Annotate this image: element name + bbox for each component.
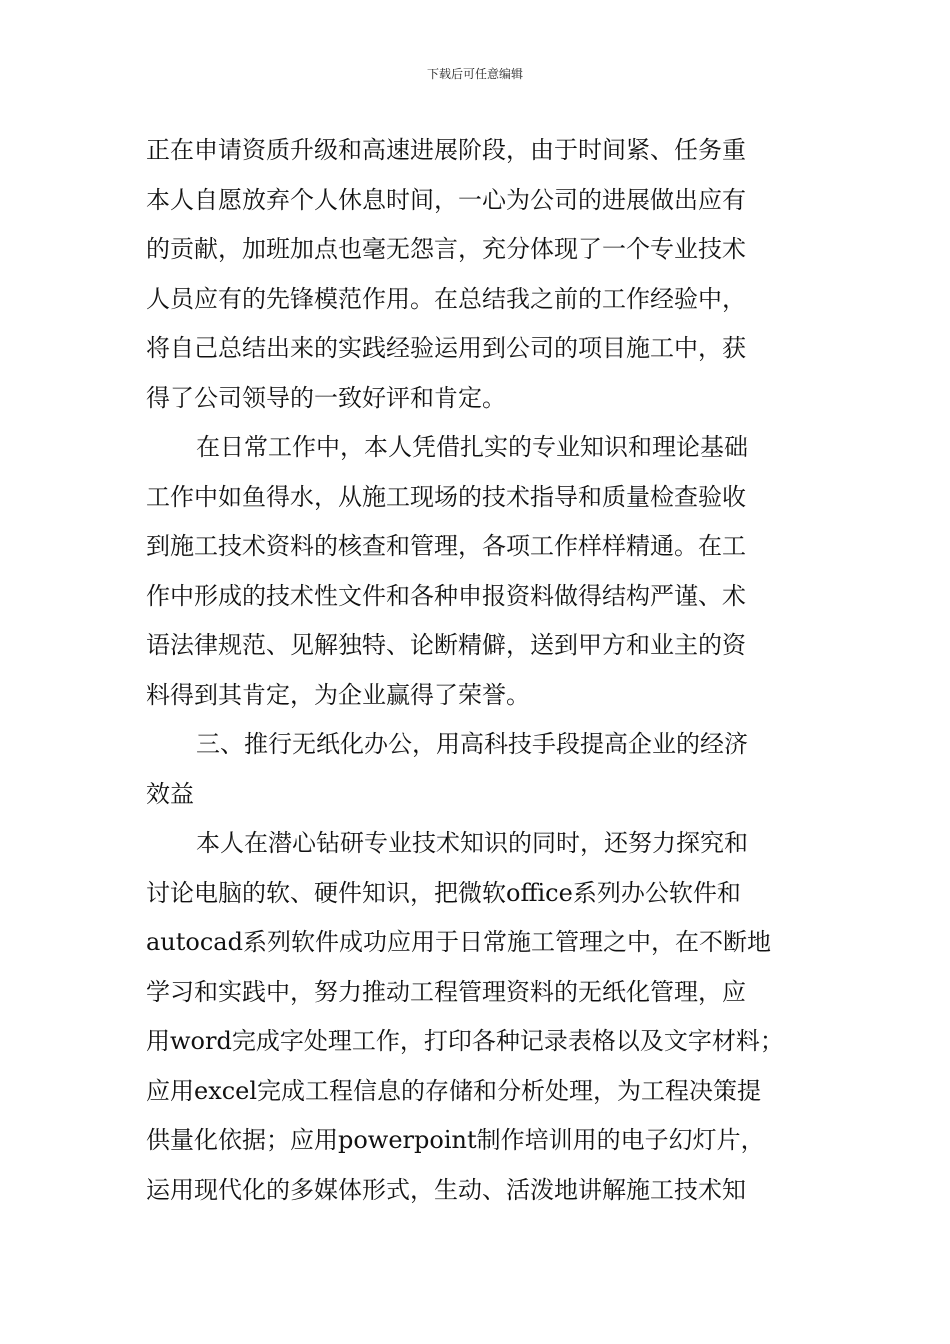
text-line: 用word完成字处理工作，打印各种记录表格以及文字材料；: [146, 1027, 784, 1055]
text-line: 作中形成的技术性文件和各种申报资料做得结构严谨、术: [146, 581, 746, 610]
text-line: 讨论电脑的软、硬件知识，把微软office系列办公软件和: [146, 878, 741, 907]
text-line: 本人自愿放弃个人休息时间，一心为公司的进展做出应有: [146, 185, 746, 214]
text-line: 正在申请资质升级和高速进展阶段，由于时间紧、任务重: [146, 136, 746, 164]
text-line: 工作中如鱼得水，从施工现场的技术指导和质量检查验收: [146, 482, 746, 511]
paragraph: [146, 423, 810, 720]
text-line: 语法律规范、见解独特、论断精僻，送到甲方和业主的资: [146, 631, 746, 659]
text-line: 运用现代化的多媒体形式，生动、活泼地讲解施工技术知: [146, 1175, 746, 1204]
text-line: 三、推行无纸化办公，用高科技手段提高企业的经济: [196, 730, 748, 758]
text-line: 效益: [146, 779, 194, 808]
text-line: autocad系列软件成功应用于日常施工管理之中，在不断地: [146, 928, 771, 956]
text-line: 应用excel完成工程信息的存储和分析处理，为工程决策提: [146, 1076, 762, 1105]
text-line: 学习和实践中，努力推动工程管理资料的无纸化管理，应: [146, 977, 746, 1006]
text-line: 料得到其肯定，为企业赢得了荣誉。: [146, 680, 530, 709]
section-heading: [146, 720, 810, 819]
text-line: 人员应有的先锋模范作用。在总结我之前的工作经验中，: [146, 284, 746, 313]
document-body: [146, 126, 810, 1215]
paragraph: [146, 819, 810, 1215]
text-line: 到施工技术资料的核查和管理，各项工作样样精通。在工: [146, 532, 746, 560]
paragraph: [146, 126, 810, 423]
text-line: 得了公司领导的一致好评和肯定。: [146, 383, 506, 412]
text-line: 的贡献，加班加点也毫无怨言，充分体现了一个专业技术: [146, 235, 746, 263]
text-line: 供量化依据；应用powerpoint制作培训用的电子幻灯片，: [146, 1126, 765, 1154]
text-line: 本人在潜心钻研专业技术知识的同时，还努力探究和: [196, 829, 748, 857]
page-header: 下载后可任意编辑: [426, 67, 523, 81]
text-line: 在日常工作中，本人凭借扎实的专业知识和理论基础: [196, 433, 748, 461]
text-line: 将自己总结出来的实践经验运用到公司的项目施工中，获: [146, 334, 746, 362]
